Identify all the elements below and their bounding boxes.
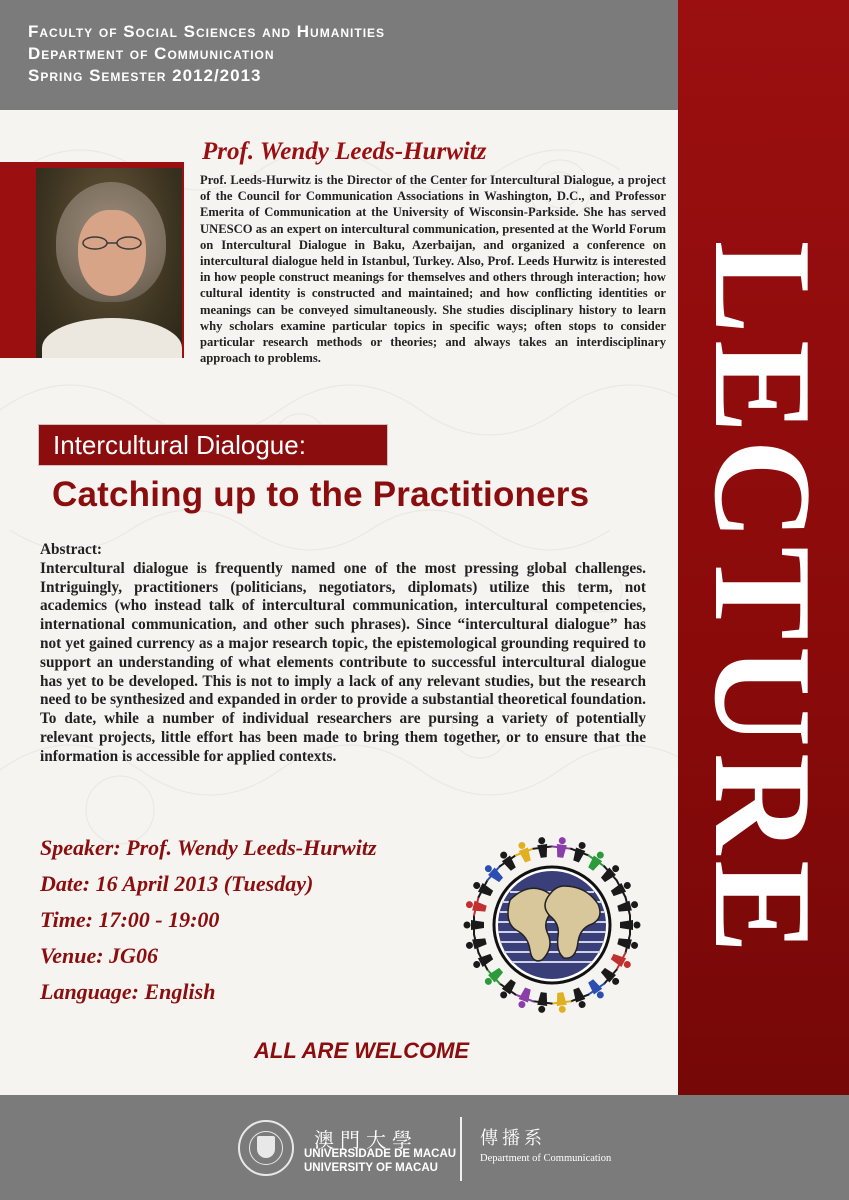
accent-strip	[0, 162, 22, 358]
university-name-english: UNIVERSITY OF MACAU	[304, 1162, 438, 1174]
date-detail: Date: 16 April 2013 (Tuesday)	[40, 871, 314, 896]
globe-people-illustration	[462, 830, 642, 1020]
abstract-text: Intercultural dialogue is frequently named one of the most pressing global challenges. Intriguingly, practitioners (politicians, negotiators, diplomats) utilize this term, not academics (who instead talk of intercultural communication, intercultural competencies, international communication, and other such phrases). Since “intercultural dialogue” has not yet gained currency as a major research topic, the epistemological grounding required to support an understanding of what elements contribute to successful intercultural dialogue has yet to be developed. This is not to imply a lack of any relevant studies, but the research need to be synthesized and expanded in order to provide a substantial theoretical foundation. To date, while a number of individual researchers are pursing a variety of potentially relevant projects, little effort has been made to bring them together, or to ensure that the information is accessible for applied contexts.	[40, 559, 646, 765]
abstract-heading: Abstract:	[40, 541, 103, 558]
welcome-message: ALL ARE WELCOME	[254, 1038, 470, 1063]
abstract-section	[40, 541, 646, 767]
time-detail: Time: 17:00 - 19:00	[40, 907, 220, 932]
lecture-subtitle: Intercultural Dialogue:	[53, 430, 306, 460]
lecture-banner-word: LECTURE	[685, 240, 840, 960]
event-details	[40, 830, 377, 1010]
semester-label: Spring Semester 2012/2013	[28, 66, 262, 85]
speaker-name: Prof. Wendy Leeds-Hurwitz	[202, 138, 487, 165]
speaker-bio: Prof. Leeds-Hurwitz is the Director of the Center for Intercultural Dialogue, a project of the Council for Communication Associations in Washington, D.C., and Professor Emerita of Communication at the University of Wisconsin-Parkside. She has served UNESCO as an expert on intercultural communication, presented at the World Forum on Intercultural Dialogue in Baku, Azerbaijan, and organized a conference on intercultural dialogue held in Istanbul, Turkey. Also, Prof. Leeds Hurwitz is interested in how people construct meanings for themselves and others through interaction; how cultural identity is constructed and maintained; and how conflicting identities or meanings can be conveyed simultaneously. She studies disciplinary history to learn why scholars examine particular topics in specific ways; often stops to consider particular research methods or theories; and always takes an interdisciplinary approach to problems.	[200, 173, 666, 366]
speaker-detail: Speaker: Prof. Wendy Leeds-Hurwitz	[40, 835, 377, 860]
lecture-title: Catching up to the Practitioners	[52, 475, 590, 514]
department-name-chinese: 傳播系	[480, 1128, 546, 1148]
lecture-subtitle-box	[38, 424, 388, 466]
university-name-chinese: 澳門大學	[314, 1130, 418, 1152]
department-name-english: Department of Communication	[480, 1153, 612, 1164]
university-seal-icon	[238, 1120, 294, 1176]
speaker-photo	[36, 168, 182, 358]
venue-detail: Venue: JG06	[40, 943, 158, 968]
faculty-name: Faculty of Social Sciences and Humanities	[28, 22, 386, 41]
footer-divider	[460, 1117, 462, 1181]
department-name: Department of Communication	[28, 44, 275, 63]
language-detail: Language: English	[40, 979, 216, 1004]
university-name-portuguese: UNIVERSIDADE DE MACAU	[304, 1148, 457, 1160]
